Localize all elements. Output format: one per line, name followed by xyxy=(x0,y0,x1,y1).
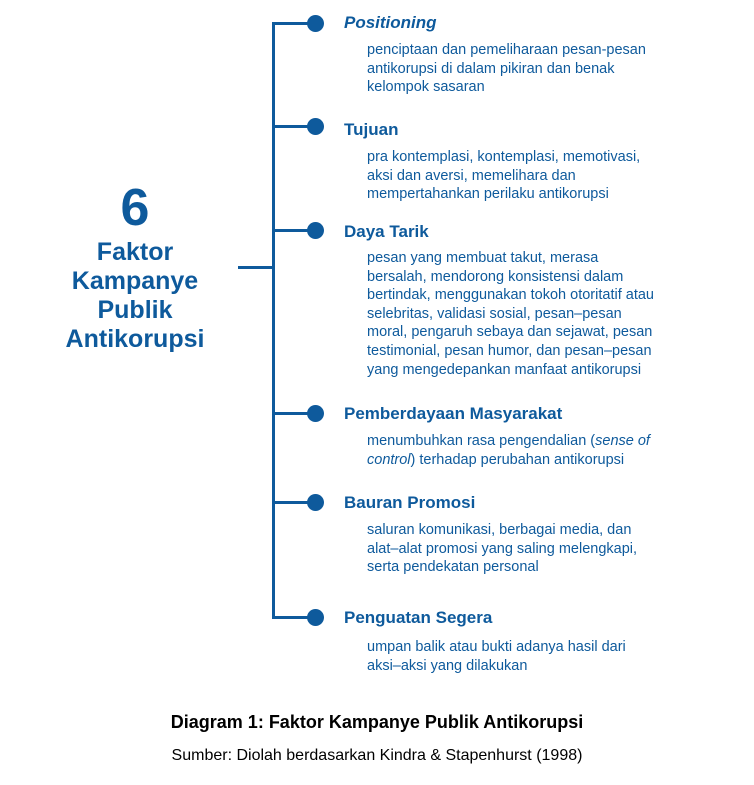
desc-line: mempertahankan perilaku antikorupsi xyxy=(367,186,609,203)
desc-line: aksi–aksi yang dilakukan xyxy=(367,657,528,674)
desc-line: pra kontemplasi, kontemplasi, memotivasi, xyxy=(367,149,641,165)
desc-line: saluran komunikasi, berbagai media, dan xyxy=(367,522,632,538)
diagram-source: Sumber: Diolah berdasarkan Kindra & Stapenhurst (1998) xyxy=(171,747,583,764)
desc-line: umpan balik atau bukti adanya hasil dari xyxy=(367,639,626,655)
desc-line: moral, pengaruh sebaya dan sejawat, pesan xyxy=(367,324,653,341)
desc-line: serta pendekatan personal xyxy=(367,559,539,576)
desc-italic: sense of xyxy=(595,433,650,449)
desc-line: bertindak, menggunakan tokoh otoritatif atau xyxy=(367,287,654,304)
factor-title-tujuan: Tujuan xyxy=(344,120,399,139)
factor-title-pemberdayaan: Pemberdayaan Masyarakat xyxy=(344,404,563,423)
center-title-line-4: Antikorupsi xyxy=(65,325,205,353)
desc-line: kelompok sasaran xyxy=(367,79,485,96)
bullet-dot-tujuan xyxy=(307,118,324,135)
center-title-line-3: Publik xyxy=(97,296,173,324)
bullet-dot-pemberdayaan xyxy=(307,405,324,422)
desc-line xyxy=(367,451,697,470)
desc-line: antikorupsi di dalam pikiran dan benak xyxy=(367,60,615,77)
desc-line: selebritas, validasi sosial, pesan–pesan xyxy=(367,305,622,322)
factor-desc-daya-tarik xyxy=(367,249,697,379)
factor-title-bauran-promosi: Bauran Promosi xyxy=(344,493,476,512)
desc-line: aksi dan aversi, memelihara dan xyxy=(367,167,576,184)
center-title xyxy=(40,178,230,354)
factor-desc-tujuan xyxy=(367,148,697,204)
desc-line: bersalah, mendorong konsistensi dalam xyxy=(367,268,624,285)
bullet-dot-positioning xyxy=(307,15,324,32)
factor-title-daya-tarik: Daya Tarik xyxy=(344,222,429,241)
desc-line: yang mengedepankan manfaat antikorupsi xyxy=(367,361,642,378)
factor-desc-positioning xyxy=(367,41,697,97)
desc-line: penciptaan dan pemeliharaan pesan-pesan xyxy=(367,42,646,58)
desc-italic: control xyxy=(367,451,411,468)
connector-spine xyxy=(272,22,275,619)
factor-desc-pemberdayaan xyxy=(367,432,697,469)
desc-line: pesan yang membuat takut, merasa xyxy=(367,250,599,266)
bullet-dot-bauran-promosi xyxy=(307,494,324,511)
desc-text: ) terhadap perubahan antikorupsi xyxy=(410,451,625,468)
center-title-line-2: Kampanye xyxy=(71,267,199,295)
diagram-caption: Diagram 1: Faktor Kampanye Publik Antikorupsi xyxy=(170,712,584,732)
bullet-dot-penguatan-segera xyxy=(307,609,324,626)
factor-desc-bauran-promosi xyxy=(367,521,697,577)
factor-title-penguatan-segera: Penguatan Segera xyxy=(344,608,493,627)
bullet-dot-daya-tarik xyxy=(307,222,324,239)
factor-title-positioning: Positioning xyxy=(344,13,437,32)
desc-line: alat–alat promosi yang saling melengkapi, xyxy=(367,540,638,557)
desc-line: testimonial, pesan humor, dan pesan–pesan xyxy=(367,342,652,359)
desc-text: menumbuhkan rasa pengendalian ( xyxy=(367,433,596,449)
factor-count: 6 xyxy=(120,179,150,237)
connector-stub xyxy=(238,266,274,269)
factor-desc-penguatan-segera xyxy=(367,638,697,675)
desc-line xyxy=(367,432,697,451)
center-title-line-1: Faktor xyxy=(96,238,174,266)
